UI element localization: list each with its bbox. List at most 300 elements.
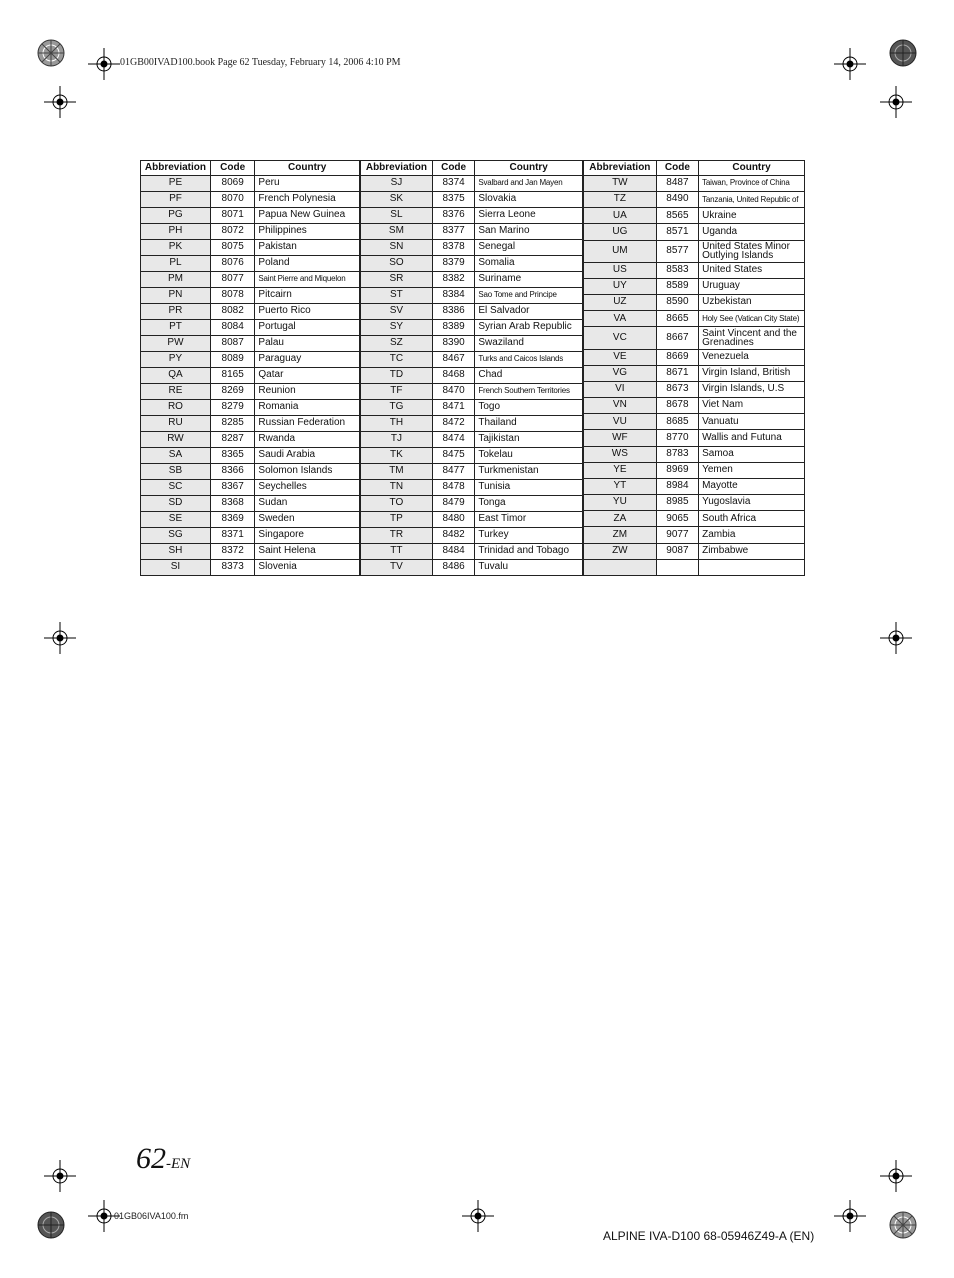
code-cell: 8384: [432, 288, 475, 304]
registration-mark-middle-right: [880, 622, 912, 654]
table-row: [584, 559, 805, 575]
table-row: [584, 382, 805, 398]
country-cell: South Africa: [699, 511, 805, 527]
table-row: [141, 560, 360, 576]
code-cell: 8089: [210, 352, 254, 368]
table-header-row: [141, 161, 360, 176]
code-cell: 8969: [656, 462, 698, 478]
table-row: [141, 464, 360, 480]
country-cell: Chad: [475, 368, 583, 384]
code-cell: 9087: [656, 543, 698, 559]
abbreviation-cell: SC: [141, 480, 211, 496]
table-row: [584, 365, 805, 381]
rosette-mark-top-right: [888, 38, 918, 73]
country-cell: Taiwan, Province of China: [699, 176, 805, 192]
abbreviation-cell: SL: [361, 208, 433, 224]
country-code-tables: [140, 160, 805, 576]
table-header-row: [361, 161, 583, 176]
country-code-table-3: [583, 160, 805, 576]
table-row: [141, 256, 360, 272]
abbreviation-cell: PK: [141, 240, 211, 256]
country-cell: Tonga: [475, 496, 583, 512]
table-row: [141, 400, 360, 416]
table-row: [361, 464, 583, 480]
abbreviation-cell: RO: [141, 400, 211, 416]
abbreviation-cell: TM: [361, 464, 433, 480]
code-cell: 8471: [432, 400, 475, 416]
code-cell: 8783: [656, 446, 698, 462]
code-cell: 8076: [210, 256, 254, 272]
abbreviation-cell: SI: [141, 560, 211, 576]
abbreviation-cell: YE: [584, 462, 657, 478]
country-cell: Portugal: [255, 320, 360, 336]
table-row: [141, 304, 360, 320]
country-cell: Romania: [255, 400, 360, 416]
country-cell: Seychelles: [255, 480, 360, 496]
code-cell: 8389: [432, 320, 475, 336]
country-cell: Puerto Rico: [255, 304, 360, 320]
country-cell: Somalia: [475, 256, 583, 272]
table-row: [584, 279, 805, 295]
code-cell: 8075: [210, 240, 254, 256]
table-row: [584, 543, 805, 559]
abbreviation-cell: TD: [361, 368, 433, 384]
code-cell: 8984: [656, 478, 698, 494]
abbreviation-cell: SN: [361, 240, 433, 256]
abbreviation-cell: WS: [584, 446, 657, 462]
country-code-table-1: [140, 160, 360, 576]
abbreviation-cell: SK: [361, 192, 433, 208]
table-row: [141, 480, 360, 496]
code-cell: 8070: [210, 192, 254, 208]
country-cell: Russian Federation: [255, 416, 360, 432]
rosette-mark-bottom-right: [888, 1210, 918, 1245]
country-cell: Saint Vincent and the Grenadines: [699, 327, 805, 349]
table-row: [141, 496, 360, 512]
country-cell: Rwanda: [255, 432, 360, 448]
code-cell: 8571: [656, 224, 698, 240]
header-code: Code: [656, 161, 698, 176]
code-cell: 8475: [432, 448, 475, 464]
table-row: [584, 327, 805, 349]
code-cell: 9077: [656, 527, 698, 543]
country-cell: Holy See (Vatican City State): [699, 311, 805, 327]
code-cell: 8375: [432, 192, 475, 208]
country-cell: Senegal: [475, 240, 583, 256]
country-cell: East Timor: [475, 512, 583, 528]
abbreviation-cell: SZ: [361, 336, 433, 352]
header-country: Country: [255, 161, 360, 176]
table-row: [361, 544, 583, 560]
country-cell: Tuvalu: [475, 560, 583, 576]
country-cell: Suriname: [475, 272, 583, 288]
abbreviation-cell: UZ: [584, 295, 657, 311]
abbreviation-cell: ZM: [584, 527, 657, 543]
table-row: [361, 384, 583, 400]
country-cell: Saint Helena: [255, 544, 360, 560]
abbreviation-cell: SH: [141, 544, 211, 560]
abbreviation-cell: TZ: [584, 192, 657, 208]
source-file-name: 01GB06IVA100.fm: [114, 1211, 189, 1221]
abbreviation-cell: ST: [361, 288, 433, 304]
code-cell: 8087: [210, 336, 254, 352]
code-cell: 8565: [656, 208, 698, 224]
table-row: [361, 496, 583, 512]
registration-mark-top-right: [834, 48, 866, 80]
country-cell: Papua New Guinea: [255, 208, 360, 224]
abbreviation-cell: SD: [141, 496, 211, 512]
country-cell: Sweden: [255, 512, 360, 528]
code-cell: 8386: [432, 304, 475, 320]
table-row: [141, 336, 360, 352]
code-cell: 8477: [432, 464, 475, 480]
table-row: [361, 224, 583, 240]
country-cell: Solomon Islands: [255, 464, 360, 480]
country-cell: Reunion: [255, 384, 360, 400]
code-cell: 8269: [210, 384, 254, 400]
abbreviation-cell: PF: [141, 192, 211, 208]
abbreviation-cell: SA: [141, 448, 211, 464]
country-code-table-2: [360, 160, 583, 576]
code-cell: 8077: [210, 272, 254, 288]
table-row: [141, 208, 360, 224]
table-row: [584, 208, 805, 224]
country-cell: Paraguay: [255, 352, 360, 368]
code-cell: 8478: [432, 480, 475, 496]
table-row: [141, 224, 360, 240]
header-abbreviation: Abbreviation: [361, 161, 433, 176]
code-cell: 8376: [432, 208, 475, 224]
header-abbreviation: Abbreviation: [141, 161, 211, 176]
country-cell: El Salvador: [475, 304, 583, 320]
abbreviation-cell: TK: [361, 448, 433, 464]
code-cell: 8472: [432, 416, 475, 432]
table-row: [584, 192, 805, 208]
abbreviation-cell: PG: [141, 208, 211, 224]
country-cell: Vanuatu: [699, 414, 805, 430]
code-cell: 8486: [432, 560, 475, 576]
table-row: [141, 272, 360, 288]
table-row: [584, 224, 805, 240]
table-row: [361, 480, 583, 496]
abbreviation-cell: PM: [141, 272, 211, 288]
code-cell: 8479: [432, 496, 475, 512]
code-cell: 8165: [210, 368, 254, 384]
code-cell: 8685: [656, 414, 698, 430]
print-file-header: 01GB00IVAD100.book Page 62 Tuesday, February 14, 2006 4:10 PM: [120, 57, 401, 68]
registration-mark-middle-left: [44, 622, 76, 654]
abbreviation-cell: UG: [584, 224, 657, 240]
abbreviation-cell: [584, 559, 657, 575]
country-cell: Uzbekistan: [699, 295, 805, 311]
table-row: [584, 527, 805, 543]
country-cell: Turks and Caicos Islands: [475, 352, 583, 368]
code-cell: 8490: [656, 192, 698, 208]
country-cell: Trinidad and Tobago: [475, 544, 583, 560]
abbreviation-cell: YU: [584, 495, 657, 511]
code-cell: 8285: [210, 416, 254, 432]
country-cell: Saint Pierre and Miquelon: [255, 272, 360, 288]
code-cell: 8468: [432, 368, 475, 384]
country-cell: Syrian Arab Republic: [475, 320, 583, 336]
code-cell: 8665: [656, 311, 698, 327]
country-cell: [699, 559, 805, 575]
country-cell: Ukraine: [699, 208, 805, 224]
abbreviation-cell: VU: [584, 414, 657, 430]
table-row: [584, 262, 805, 278]
country-cell: Tajikistan: [475, 432, 583, 448]
code-cell: 8583: [656, 262, 698, 278]
table-row: [141, 368, 360, 384]
table-row: [584, 349, 805, 365]
country-cell: Sierra Leone: [475, 208, 583, 224]
table-row: [361, 560, 583, 576]
country-cell: United States: [699, 262, 805, 278]
table-row: [141, 528, 360, 544]
table-row: [361, 272, 583, 288]
country-cell: Viet Nam: [699, 398, 805, 414]
country-cell: Zambia: [699, 527, 805, 543]
country-cell: Turkey: [475, 528, 583, 544]
abbreviation-cell: TO: [361, 496, 433, 512]
model-number-footer: ALPINE IVA-D100 68-05946Z49-A (EN): [603, 1229, 815, 1243]
header-country: Country: [699, 161, 805, 176]
table-row: [141, 448, 360, 464]
table-row: [584, 495, 805, 511]
table-row: [584, 240, 805, 262]
rosette-mark-top-left: [36, 38, 66, 73]
abbreviation-cell: SE: [141, 512, 211, 528]
code-cell: 8369: [210, 512, 254, 528]
abbreviation-cell: TW: [584, 176, 657, 192]
country-cell: Sao Tome and Principe: [475, 288, 583, 304]
abbreviation-cell: TN: [361, 480, 433, 496]
code-cell: 8365: [210, 448, 254, 464]
abbreviation-cell: VE: [584, 349, 657, 365]
table-row: [141, 176, 360, 192]
table-row: [141, 384, 360, 400]
abbreviation-cell: YT: [584, 478, 657, 494]
abbreviation-cell: TV: [361, 560, 433, 576]
country-cell: Virgin Islands, U.S: [699, 382, 805, 398]
country-cell: Togo: [475, 400, 583, 416]
table-row: [584, 511, 805, 527]
table-row: [361, 416, 583, 432]
page-number: [136, 1142, 190, 1176]
code-cell: 8482: [432, 528, 475, 544]
abbreviation-cell: ZA: [584, 511, 657, 527]
table-row: [361, 192, 583, 208]
table-row: [584, 478, 805, 494]
abbreviation-cell: PW: [141, 336, 211, 352]
table-row: [584, 446, 805, 462]
abbreviation-cell: WF: [584, 430, 657, 446]
country-cell: Samoa: [699, 446, 805, 462]
country-cell: Tokelau: [475, 448, 583, 464]
abbreviation-cell: TG: [361, 400, 433, 416]
table-row: [584, 295, 805, 311]
country-cell: United States Minor Outlying Islands: [699, 240, 805, 262]
country-cell: Thailand: [475, 416, 583, 432]
code-cell: 8373: [210, 560, 254, 576]
country-cell: Yemen: [699, 462, 805, 478]
code-cell: 8589: [656, 279, 698, 295]
code-cell: 8382: [432, 272, 475, 288]
table-row: [361, 288, 583, 304]
abbreviation-cell: SY: [361, 320, 433, 336]
abbreviation-cell: TC: [361, 352, 433, 368]
country-cell: Virgin Island, British: [699, 365, 805, 381]
table-row: [361, 256, 583, 272]
country-cell: Svalbard and Jan Mayen: [475, 176, 583, 192]
abbreviation-cell: VI: [584, 382, 657, 398]
code-cell: 8467: [432, 352, 475, 368]
country-cell: French Polynesia: [255, 192, 360, 208]
country-cell: Tanzania, United Republic of: [699, 192, 805, 208]
table-row: [361, 336, 583, 352]
abbreviation-cell: TP: [361, 512, 433, 528]
code-cell: 8487: [656, 176, 698, 192]
table-row: [141, 240, 360, 256]
abbreviation-cell: SM: [361, 224, 433, 240]
country-cell: Slovakia: [475, 192, 583, 208]
country-cell: Philippines: [255, 224, 360, 240]
country-cell: Pakistan: [255, 240, 360, 256]
table-header-row: [584, 161, 805, 176]
code-cell: 8577: [656, 240, 698, 262]
country-cell: Sudan: [255, 496, 360, 512]
code-cell: 8082: [210, 304, 254, 320]
table-row: [584, 398, 805, 414]
registration-mark-bottom-right-lower: [834, 1200, 866, 1232]
code-cell: 8379: [432, 256, 475, 272]
table-row: [584, 430, 805, 446]
table-row: [584, 414, 805, 430]
code-cell: 8084: [210, 320, 254, 336]
code-cell: 8678: [656, 398, 698, 414]
rosette-mark-bottom-left: [36, 1210, 66, 1245]
code-cell: 8287: [210, 432, 254, 448]
code-cell: 8671: [656, 365, 698, 381]
table-row: [361, 512, 583, 528]
registration-mark-bottom-right: [880, 1160, 912, 1192]
abbreviation-cell: TH: [361, 416, 433, 432]
abbreviation-cell: UM: [584, 240, 657, 262]
table-row: [361, 176, 583, 192]
code-cell: 8667: [656, 327, 698, 349]
table-row: [584, 176, 805, 192]
country-cell: Tunisia: [475, 480, 583, 496]
table-row: [584, 311, 805, 327]
table-row: [361, 208, 583, 224]
code-cell: 8279: [210, 400, 254, 416]
abbreviation-cell: PY: [141, 352, 211, 368]
country-cell: Qatar: [255, 368, 360, 384]
country-cell: Yugoslavia: [699, 495, 805, 511]
page-number-value: 62: [136, 1142, 166, 1175]
abbreviation-cell: ZW: [584, 543, 657, 559]
country-cell: Turkmenistan: [475, 464, 583, 480]
table-row: [361, 240, 583, 256]
abbreviation-cell: PN: [141, 288, 211, 304]
country-cell: Uruguay: [699, 279, 805, 295]
code-cell: 8374: [432, 176, 475, 192]
abbreviation-cell: SO: [361, 256, 433, 272]
abbreviation-cell: VC: [584, 327, 657, 349]
code-cell: 8366: [210, 464, 254, 480]
country-cell: Pitcairn: [255, 288, 360, 304]
registration-mark-bottom-left: [44, 1160, 76, 1192]
country-cell: San Marino: [475, 224, 583, 240]
registration-mark-top-left: [88, 48, 120, 80]
abbreviation-cell: UY: [584, 279, 657, 295]
abbreviation-cell: PL: [141, 256, 211, 272]
header-code: Code: [210, 161, 254, 176]
country-cell: Swaziland: [475, 336, 583, 352]
table-row: [584, 462, 805, 478]
code-cell: 8484: [432, 544, 475, 560]
code-cell: 8378: [432, 240, 475, 256]
code-cell: 8673: [656, 382, 698, 398]
header-country: Country: [475, 161, 583, 176]
table-row: [141, 416, 360, 432]
code-cell: 8480: [432, 512, 475, 528]
code-cell: 8078: [210, 288, 254, 304]
code-cell: 8368: [210, 496, 254, 512]
country-cell: Saudi Arabia: [255, 448, 360, 464]
country-cell: Poland: [255, 256, 360, 272]
table-row: [141, 512, 360, 528]
table-row: [361, 352, 583, 368]
table-row: [361, 448, 583, 464]
abbreviation-cell: PT: [141, 320, 211, 336]
country-cell: Wallis and Futuna: [699, 430, 805, 446]
code-cell: 8474: [432, 432, 475, 448]
abbreviation-cell: PH: [141, 224, 211, 240]
country-cell: Venezuela: [699, 349, 805, 365]
abbreviation-cell: UA: [584, 208, 657, 224]
code-cell: 8072: [210, 224, 254, 240]
abbreviation-cell: US: [584, 262, 657, 278]
abbreviation-cell: VA: [584, 311, 657, 327]
abbreviation-cell: VG: [584, 365, 657, 381]
country-cell: French Southern Territories: [475, 384, 583, 400]
table-row: [141, 320, 360, 336]
page-language-suffix: -EN: [166, 1156, 191, 1172]
abbreviation-cell: VN: [584, 398, 657, 414]
code-cell: 8390: [432, 336, 475, 352]
abbreviation-cell: TR: [361, 528, 433, 544]
table-row: [361, 368, 583, 384]
code-cell: [656, 559, 698, 575]
code-cell: 8470: [432, 384, 475, 400]
abbreviation-cell: SV: [361, 304, 433, 320]
code-cell: 8377: [432, 224, 475, 240]
abbreviation-cell: RW: [141, 432, 211, 448]
code-cell: 9065: [656, 511, 698, 527]
table-row: [141, 192, 360, 208]
table-row: [361, 432, 583, 448]
abbreviation-cell: SJ: [361, 176, 433, 192]
table-row: [141, 288, 360, 304]
abbreviation-cell: SG: [141, 528, 211, 544]
abbreviation-cell: TF: [361, 384, 433, 400]
code-cell: 8071: [210, 208, 254, 224]
table-row: [361, 304, 583, 320]
code-cell: 8372: [210, 544, 254, 560]
country-cell: Slovenia: [255, 560, 360, 576]
country-cell: Zimbabwe: [699, 543, 805, 559]
